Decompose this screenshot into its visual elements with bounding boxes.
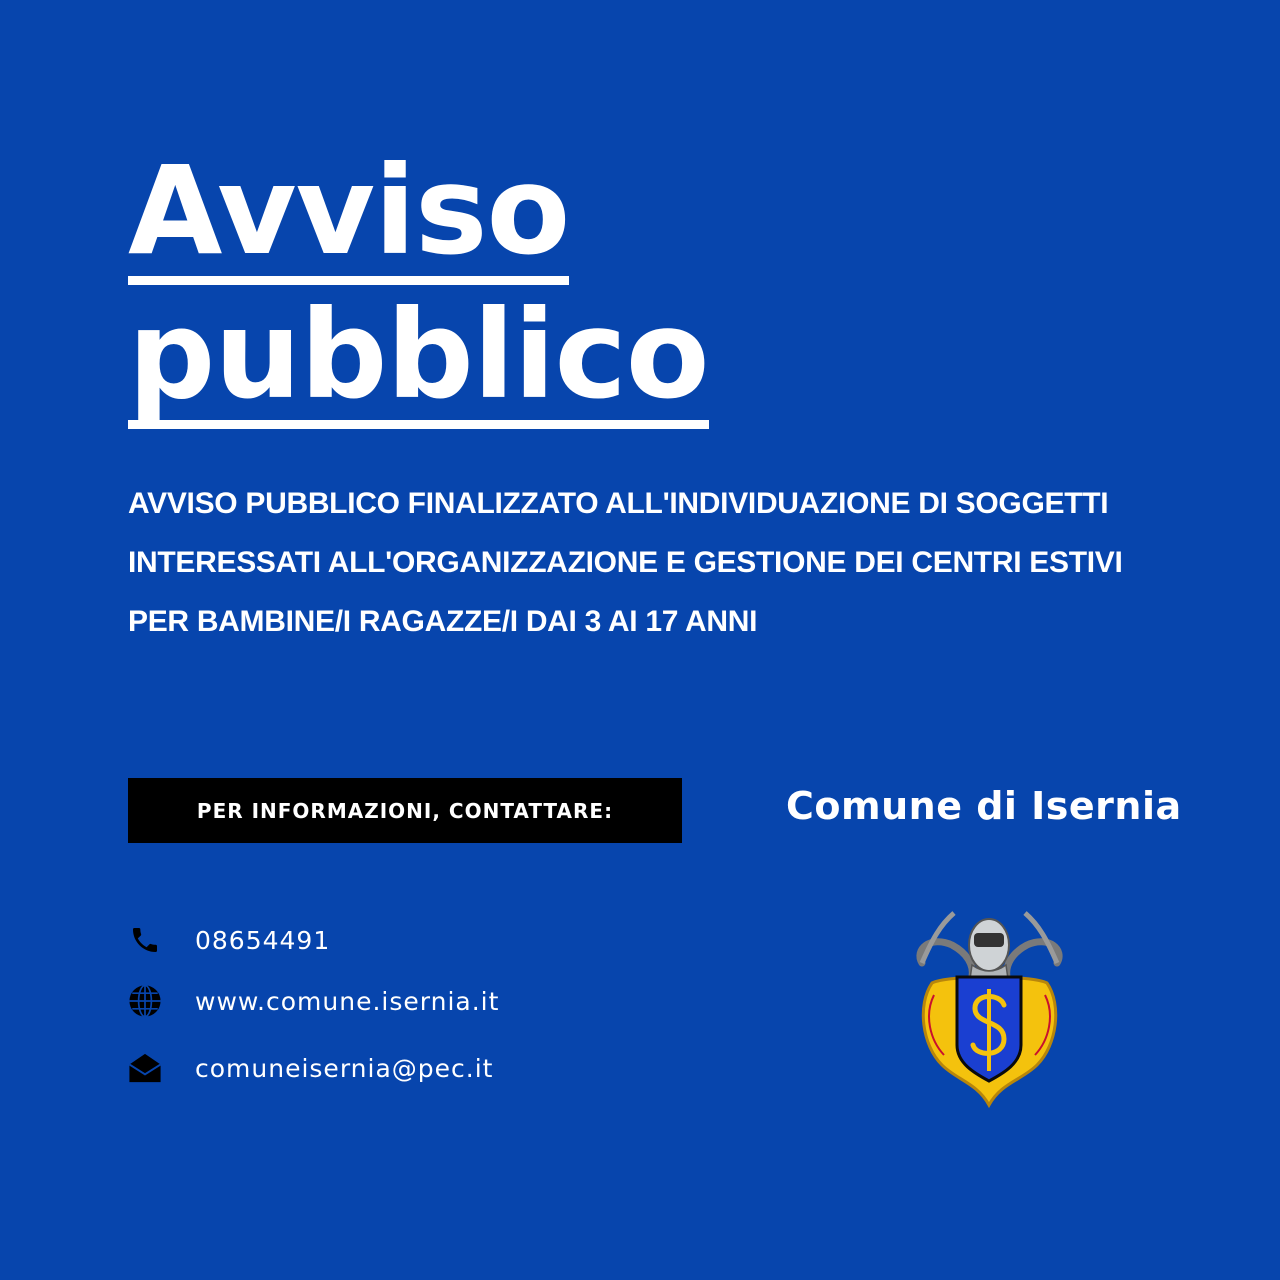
title-line-1: Avviso (128, 150, 569, 285)
contact-website-text[interactable]: www.comune.isernia.it (195, 986, 500, 1016)
envelope-icon (128, 1051, 162, 1085)
contact-phone (128, 920, 331, 960)
contact-email-text[interactable]: comuneisernia@pec.it (195, 1053, 494, 1083)
coat-of-arms-icon (912, 905, 1067, 1110)
globe-icon (128, 984, 162, 1018)
info-banner-label: PER INFORMAZIONI, CONTATTARE: (196, 798, 614, 823)
contact-phone-text[interactable]: 08654491 (195, 925, 331, 955)
notice-description: AVVISO PUBBLICO FINALIZZATO ALL'INDIVIDUAZIONE DI SOGGETTI INTERESSATI ALL'ORGANIZZAZIONE E GESTIONE DEI CENTRI ESTIVI PER BAMBINE/I RAGAZZE/I DAI 3 AI 17 ANNI (128, 487, 1123, 638)
info-banner (128, 778, 682, 843)
municipality-name: Comune di Isernia (786, 784, 1182, 828)
contact-email (128, 1048, 494, 1088)
contact-website (128, 981, 500, 1021)
phone-icon (128, 923, 162, 957)
title-line-2: pubblico (128, 294, 709, 429)
